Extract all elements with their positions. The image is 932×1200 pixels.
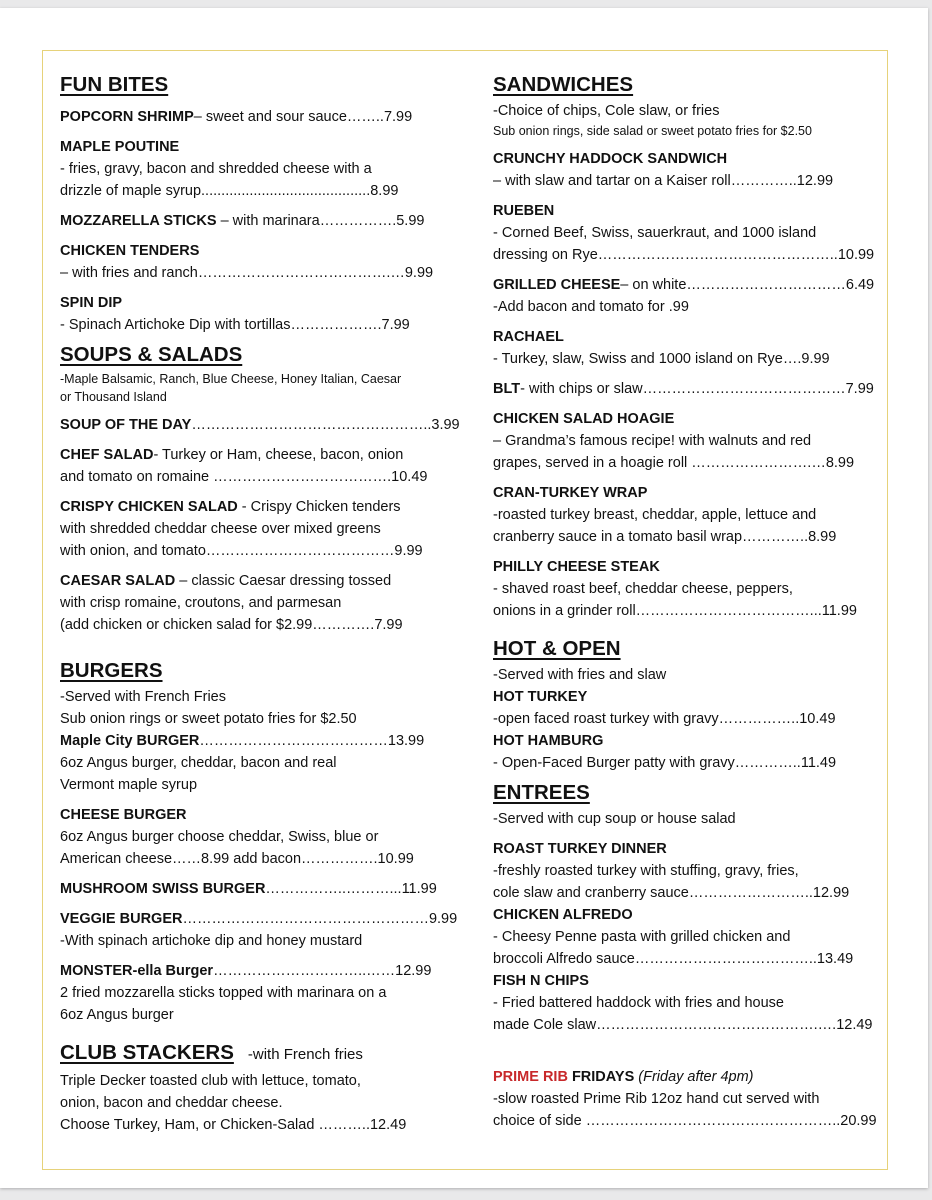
chicken-tenders-item [60,240,444,284]
item-name: HOT HAMBURG [493,733,604,749]
rachael-item [493,326,877,370]
chef-salad-item [60,444,444,488]
right-column [493,72,877,1132]
philly-cheese-steak-item [493,556,877,622]
item-desc: -slow roasted Prime Rib 12oz hand cut served with [493,1091,820,1107]
dressings-note: -Maple Balsamic, Ranch, Blue Cheese, Honey Italian, Caesar [60,372,402,386]
fun-bites-heading: FUN BITES [60,73,169,96]
item-price: …………………………………13.99 [199,733,425,749]
item-desc: with crisp romaine, croutons, and parmesan [60,595,342,611]
hot-hamburg-item [493,730,877,774]
item-desc: grapes, served in a hoagie roll …………………….…8.99 [493,455,855,471]
soup-of-day-item [60,414,460,436]
maple-city-burger-item [60,730,444,796]
item-name: CHEF SALAD [60,447,154,463]
item-desc: onions in a grinder roll………………………………...11.99 [493,603,857,619]
item-desc: and tomato on romaine ……………………………….10.49 [60,469,428,485]
item-desc: …………………………………………..3.99 [191,417,460,433]
item-name: BLT [493,381,521,397]
burgers-note: Sub onion rings or sweet potato fries for $2.50 [60,711,357,727]
item-name: MUSHROOM SWISS BURGER [60,881,266,897]
item-name: CRAN-TURKEY WRAP [493,485,648,501]
chicken-salad-hoagie-item [493,408,877,474]
item-desc: – Grandma’s famous recipe! with walnuts and red [493,433,812,449]
prime-rib-label: PRIME RIB [493,1069,568,1085]
hot-open-note: -Served with fries and slaw [493,667,667,683]
item-desc: 6oz Angus burger, cheddar, bacon and real [60,755,337,771]
item-desc: - with chips or slaw……………………………………7.99 [520,381,874,397]
item-name: CHICKEN TENDERS [60,243,200,259]
item-name: CRISPY CHICKEN SALAD [60,499,238,515]
item-desc: (add chicken or chicken salad for $2.99………….7.99 [60,617,403,633]
item-name: RUEBEN [493,203,555,219]
item-name: MAPLE POUTINE [60,139,180,155]
item-desc: broccoli Alfredo sauce………………………………..13.49 [493,951,854,967]
maple-poutine-item [60,136,444,202]
caesar-salad-item [60,570,444,636]
item-name: CHICKEN SALAD HOAGIE [493,411,675,427]
item-desc: -freshly roasted turkey with stuffing, gravy, fries, [493,863,799,879]
item-name: PHILLY CHEESE STEAK [493,559,660,575]
item-desc: – with fries and ranch………………………………….…9.99 [60,265,434,281]
club-stackers-title: CLUB STACKERS [60,1041,234,1064]
item-desc: – on white……………………………6.49 [620,277,875,293]
item-name: CHICKEN ALFREDO [493,907,633,923]
item-name: POPCORN SHRIMP [60,109,194,125]
left-column [60,72,460,1136]
mozzarella-sticks-item [60,210,444,232]
fridays-label: FRIDAYS [567,1069,635,1085]
item-desc: drizzle of maple syrup..........................................8.99 [60,183,399,199]
veggie-burger-item [60,908,458,952]
item-desc: - Fried battered haddock with fries and house [493,995,784,1011]
item-desc: 2 fried mozzarella sticks topped with marinara on a [60,985,387,1001]
item-desc: made Cole slaw……………………………………….….12.49 [493,1017,873,1033]
item-desc: - shaved roast beef, cheddar cheese, peppers, [493,581,793,597]
blt-item [493,378,877,400]
item-name: Maple City BURGER [60,733,200,749]
item-desc: with onion, and tomato…………………………………9.99 [60,543,423,559]
item-desc: cranberry sauce in a tomato basil wrap…………..8.99 [493,529,837,545]
item-name: FISH N CHIPS [493,973,589,989]
item-desc: dressing on Rye…………………………………………..10.99 [493,247,875,263]
item-desc: - Turkey, slaw, Swiss and 1000 island on Rye….9.99 [493,351,830,367]
item-desc: choice of side ……………………………………………..20.99 [493,1113,877,1129]
club-desc: Choose Turkey, Ham, or Chicken-Salad ………..12.49 [60,1117,407,1133]
rueben-item [493,200,877,266]
entrees-note: -Served with cup soup or house salad [493,811,736,827]
monster-ella-burger-item [60,960,444,1026]
item-desc: - Corned Beef, Swiss, sauerkraut, and 1000 island [493,225,817,241]
prime-rib-fridays-item [493,1066,877,1132]
club-desc: onion, bacon and cheddar cheese. [60,1095,283,1111]
prime-rib-time-note: (Friday after 4pm) [634,1069,754,1085]
cran-turkey-wrap-item [493,482,877,548]
item-name: RACHAEL [493,329,564,345]
chicken-alfredo-item [493,904,877,970]
item-price: …………………………..……12.99 [213,963,432,979]
sandwiches-note: Sub onion rings, side salad or sweet potato fries for $2.50 [493,124,812,138]
burgers-note: -Served with French Fries [60,689,226,705]
burgers-heading: BURGERS [60,659,163,682]
item-desc: 6oz Angus burger [60,1007,174,1023]
item-price: ……………..………...11.99 [265,881,437,897]
item-desc: -open faced roast turkey with gravy……………..10.49 [493,711,836,727]
item-desc: – with slaw and tartar on a Kaiser roll…………..12.99 [493,173,834,189]
item-desc: -With spinach artichoke dip and honey mustard [60,933,363,949]
hot-open-heading: HOT & OPEN [493,637,621,660]
item-desc: - Spinach Artichoke Dip with tortillas……………….7.99 [60,317,410,333]
item-name: SPIN DIP [60,295,123,311]
item-name: CRUNCHY HADDOCK SANDWICH [493,151,728,167]
item-desc: Vermont maple syrup [60,777,198,793]
roast-turkey-dinner-item [493,838,877,904]
crunchy-haddock-item [493,148,877,192]
club-desc: Triple Decker toasted club with lettuce, tomato, [60,1073,361,1089]
entrees-heading: ENTREES [493,781,590,804]
item-name: ROAST TURKEY DINNER [493,841,667,857]
dressings-note: or Thousand Island [60,390,167,404]
menu-page [0,8,928,1188]
spin-dip-item [60,292,444,336]
item-name: SOUP OF THE DAY [60,417,192,433]
item-desc: with shredded cheddar cheese over mixed greens [60,521,381,537]
club-stackers-heading [60,1040,444,1068]
cheese-burger-item [60,804,444,870]
item-name: CAESAR SALAD [60,573,176,589]
item-desc: – with marinara…………….5.99 [216,213,425,229]
club-stackers-note: -with French fries [247,1046,363,1063]
item-name: GRILLED CHEESE [493,277,621,293]
item-name: HOT TURKEY [493,689,588,705]
item-name: MOZZARELLA STICKS [60,213,217,229]
sandwiches-note: -Choice of chips, Cole slaw, or fries [493,103,720,119]
item-desc: – classic Caesar dressing tossed [175,573,392,589]
item-desc: - Crispy Chicken tenders [237,499,401,515]
item-name: MONSTER-ella Burger [60,963,214,979]
item-price: ……………………………………………9.99 [182,911,458,927]
fish-n-chips-item [493,970,877,1036]
item-desc: - Cheesy Penne pasta with grilled chicken and [493,929,791,945]
item-desc: American cheese……8.99 add bacon…………….10.99 [60,851,414,867]
crispy-chicken-salad-item [60,496,444,562]
item-name: CHEESE BURGER [60,807,187,823]
sandwiches-heading: SANDWICHES [493,73,634,96]
item-desc: -roasted turkey breast, cheddar, apple, lettuce and [493,507,817,523]
mushroom-swiss-burger-item [60,878,444,900]
popcorn-shrimp-item [60,106,444,128]
item-desc: - Turkey or Ham, cheese, bacon, onion [153,447,404,463]
item-desc: cole slaw and cranberry sauce……………………..12.99 [493,885,850,901]
item-desc: – sweet and sour sauce……..7.99 [193,109,413,125]
soups-salads-heading: SOUPS & SALADS [60,343,243,366]
item-desc: - Open-Faced Burger patty with gravy…………..11.49 [493,755,837,771]
item-name: VEGGIE BURGER [60,911,183,927]
hot-turkey-item [493,686,877,730]
item-desc: - fries, gravy, bacon and shredded cheese with a [60,161,372,177]
grilled-cheese-item [493,274,877,318]
item-desc: -Add bacon and tomato for .99 [493,299,689,315]
item-desc: 6oz Angus burger choose cheddar, Swiss, blue or [60,829,379,845]
